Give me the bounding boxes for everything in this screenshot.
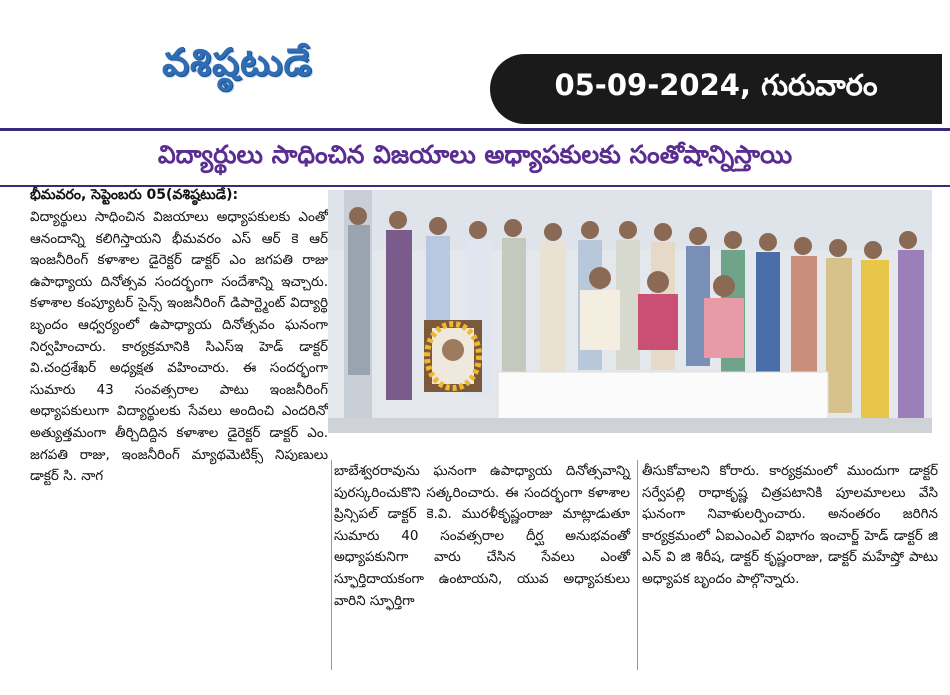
headline-bar <box>0 128 950 187</box>
column-divider <box>637 460 638 670</box>
group-photo <box>328 190 932 433</box>
article-column-1-text: విద్యార్థులు సాధించిన విజయాలు అధ్యాపకులకు ఎంతో ఆనందాన్ని కలిగిస్తాయని భీమవరం ఎస్ ఆర్ కె ఆర్ ఇంజనీరింగ్ కళాశాల డైరెక్టర్ డాక్టర్ ఎం జగపతి రాజు ఉపాధ్యాయ దినోత్సవ సందర్భంగా సందేశాన్ని ఇచ్చారు. కళాశాల కంప్యూటర్ సైన్స్ ఇంజనీరింగ్ డిపార్ట్మెంట్ విద్యార్థి బృందం ఆధ్వర్యంలో ఉపాధ్యాయ దినోత్సవం ఘనంగా నిర్వహించారు. కార్యక్రమానికి సిఎస్ఇ హెడ్ డాక్టర్ వి.చంద్రశేఖర్ అధ్యక్షత వహించారు. ఈ సందర్భంగా సుమారు 43 సంవత్సరాల పాటు ఇంజనీరింగ్ అధ్యాపకులుగా విద్యార్థులకు సేవలు అందించి ఎందరినో అత్యుత్తమంగా తీర్చిదిద్దిన కళాశాల డైరెక్టర్ డాక్టర్ ఎం. జగపతి రాజు, ఇంజనీరింగ్ మ్యాథమెటిక్స్ నిపుణులు డాక్టర్ సి. నాగ <box>30 209 328 485</box>
article-dateline: భీమవరం, సెప్టెంబరు 05(వశిష్ఠటుడే): <box>30 187 239 203</box>
date-banner-text: 05-09-2024, గురువారం <box>554 68 878 102</box>
article-column-3 <box>642 461 938 591</box>
article-column-1 <box>30 207 328 488</box>
article-column-3-text: తీసుకోవాలని కోరారు. కార్యక్రమంలో ముందుగా డాక్టర్ సర్వేపల్లి రాధాకృష్ణ చిత్రపటానికి పూలమాలలు వేసి ఘనంగా నివాళులర్పించారు. అనంతరం జరిగిన కార్యక్రమంలో ఏఐఎంఎల్ విభాగం ఇంచార్జ్ హెడ్ డాక్టర్ జి ఎన్ వి జి శిరీష, డాక్టర్ కృష్ణంరాజు, డాక్టర్ మహేష్తో పాటు అధ్యాపక బృందం పాల్గొన్నారు. <box>642 463 938 587</box>
newspaper-masthead-logo: వశిష్ఠటుడే <box>162 40 313 84</box>
article-column-2 <box>334 461 630 612</box>
article-headline: విద్యార్థులు సాధించిన విజయాలు అధ్యాపకులకు సంతోషాన్నిస్తాయి <box>157 140 793 169</box>
group-photo-illustration <box>328 190 932 433</box>
column-divider <box>331 460 332 670</box>
date-banner <box>490 54 942 124</box>
article-column-2-text: బాబేశ్వరరావును ఘనంగా ఉపాధ్యాయ దినోత్సవాన్ని పురస్కరించుకొని సత్కరించారు. ఈ సందర్భంగా కళాశాల ప్రిన్సిపల్ డాక్టర్ కె.వి. మురళీకృష్ణంరాజు మాట్లాడుతూ సుమారు 40 సంవత్సరాల దీర్ఘ అనుభవంతో అధ్యాపకునిగా వారు చేసిన సేవలు ఎంతో స్ఫూర్తిదాయకంగా ఉంటాయని, యువ అధ్యాపకులు వారిని స్ఫూర్తిగా <box>334 463 630 609</box>
